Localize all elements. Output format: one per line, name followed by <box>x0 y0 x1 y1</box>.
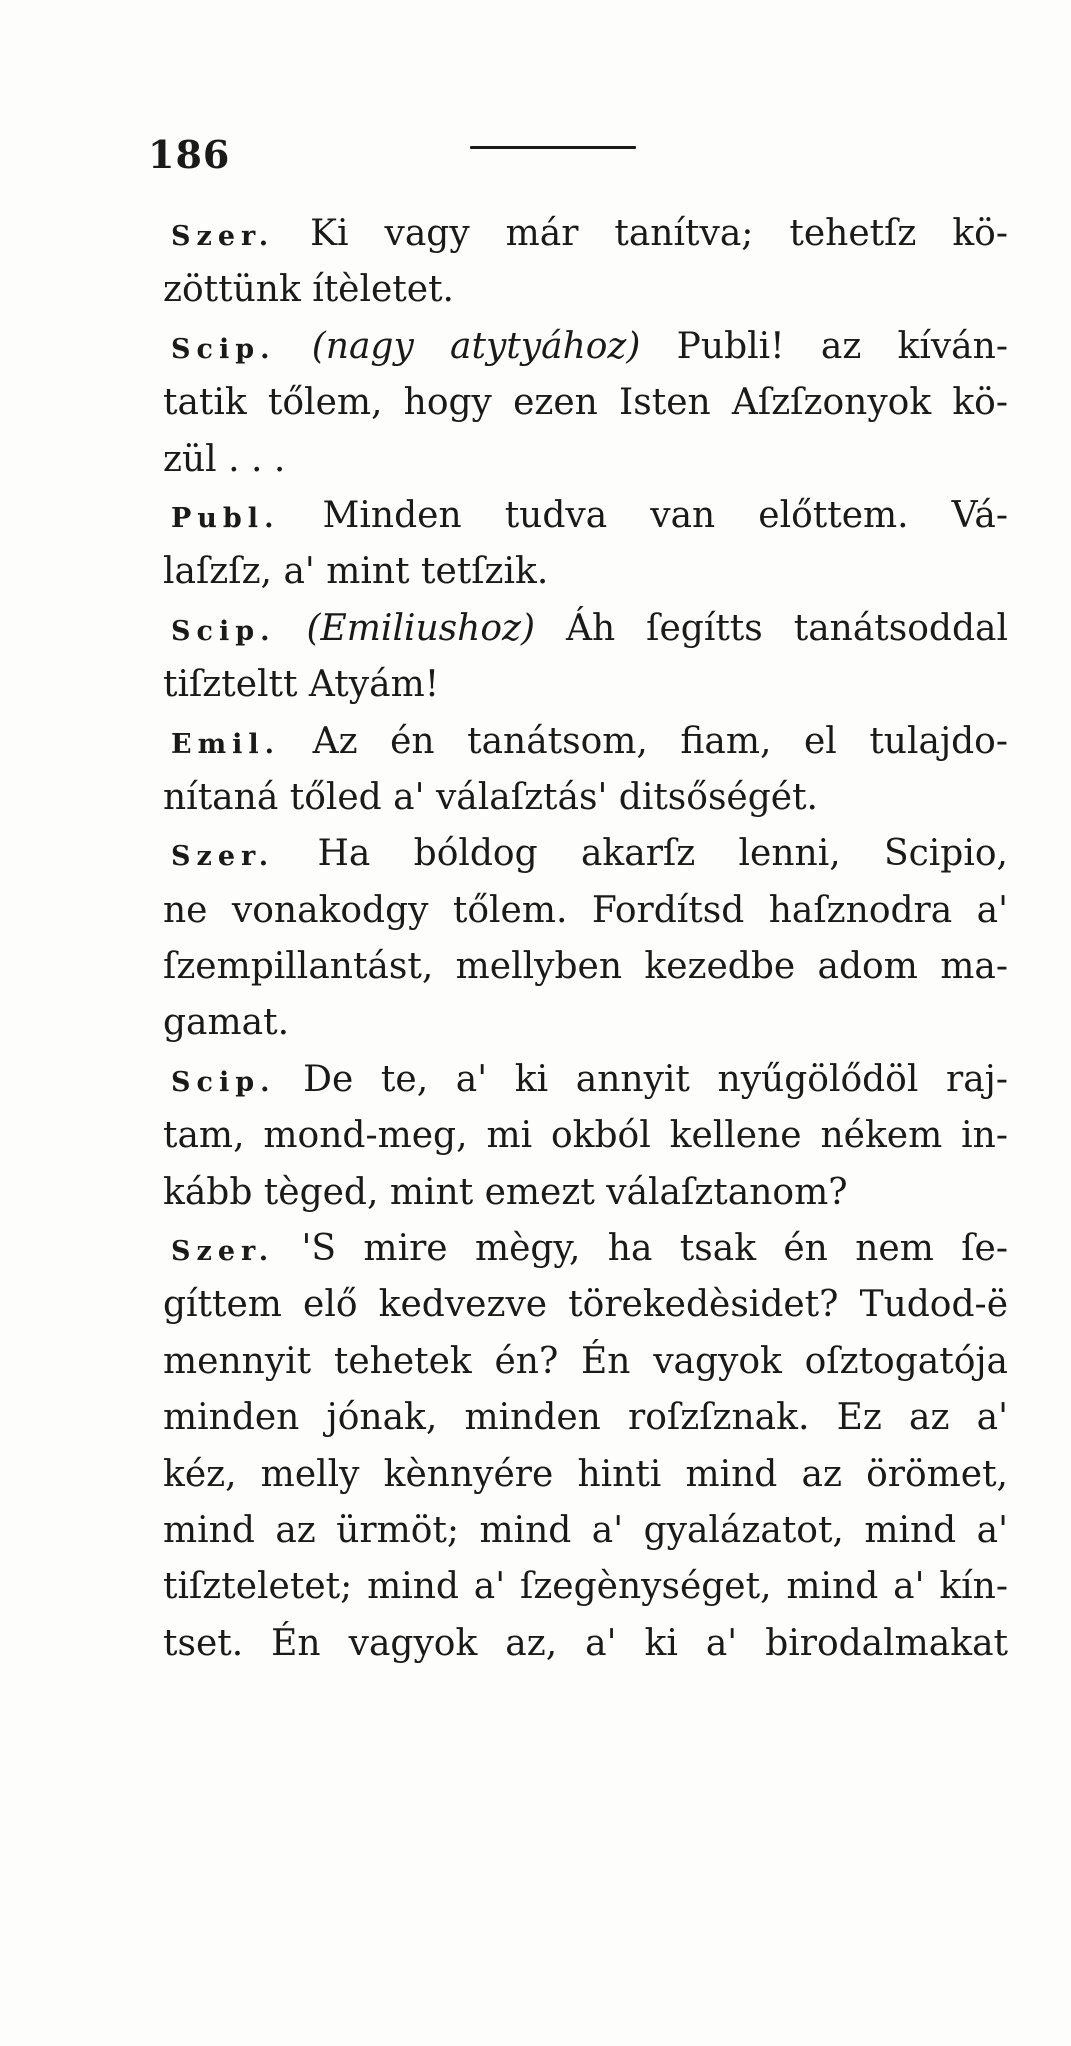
header-rule <box>470 146 636 149</box>
line-text: De te, a' ki annyit nyűgölődöl raj- <box>275 1058 1008 1100</box>
text-line <box>163 1559 1008 1615</box>
line-text: kább tèged, mint emezt válaſztanom? <box>163 1171 848 1213</box>
line-text: kéz, melly kènnyére hinti mind az örömet, <box>163 1453 1008 1495</box>
stage-direction: (Emiliushoz) <box>275 607 535 649</box>
line-text: tiſzteletet; mind a' ſzegènységet, mind a' kín- <box>163 1566 1008 1608</box>
speaker-name: Scip. <box>171 333 276 365</box>
text-line <box>163 1221 1008 1277</box>
text-line <box>163 826 1008 882</box>
line-text: ne vonakodgy tőlem. Fordítsd haſznodra a' <box>163 889 1008 931</box>
text-line <box>163 1277 1008 1333</box>
line-text: gíttem elő kedvezve törekedèsidet? Tudod-ë <box>163 1284 1008 1326</box>
text-line <box>163 1108 1008 1164</box>
text-line <box>163 432 1008 488</box>
line-text: tatik tőlem, hogy ezen Isten Aſzſzonyok kö- <box>163 382 1008 424</box>
line-text: mind az ürmöt; mind a' gyalázatot, mind a' <box>163 1509 1008 1551</box>
line-text: zöttünk ítèletet. <box>163 269 454 311</box>
line-text: laſzſz, a' mint tetſzik. <box>163 551 549 593</box>
text-line <box>163 1334 1008 1390</box>
line-text: tam, mond-meg, mi okból kellene nékem in- <box>163 1115 1008 1157</box>
text-line <box>163 488 1008 544</box>
speaker-name: Szer. <box>171 221 275 252</box>
line-text: Ha bóldog akarſz lenni, Scipio, <box>274 833 1008 875</box>
text-line <box>163 319 1008 375</box>
speaker-name: Scip. <box>171 615 276 647</box>
line-text: zül . . . <box>163 438 286 480</box>
speaker-name: Szer. <box>171 1236 275 1268</box>
speaker-name: Publ. <box>171 502 280 534</box>
line-text: nítaná tőled a' válaſztás' ditsőségét. <box>163 776 818 818</box>
text-line <box>163 206 1008 262</box>
text-line <box>163 1447 1008 1503</box>
text-line <box>163 883 1008 939</box>
line-text: tset. Én vagyok az, a' ki a' birodalmakat <box>163 1622 1008 1664</box>
speaker-name: Emil. <box>171 728 281 760</box>
line-text: Publi! az kíván- <box>640 325 1008 367</box>
stage-direction: (nagy atytyához) <box>275 325 641 367</box>
line-text: Áh ſegítts tanátsoddal <box>535 607 1008 649</box>
text-line <box>163 770 1008 826</box>
line-text: Minden tudva van előttem. Vá- <box>279 494 1008 536</box>
line-text: mennyit tehetek én? Én vagyok oſztogatója <box>163 1340 1008 1382</box>
speaker-name: Szer. <box>171 841 275 873</box>
speaker-name: Scip. <box>171 1066 276 1098</box>
line-text: minden jónak, minden roſzſznak. Ez az a' <box>163 1397 1008 1439</box>
page-header <box>148 128 648 188</box>
text-line <box>163 544 1008 600</box>
text-line <box>163 1165 1008 1221</box>
text-line <box>163 1616 1008 1672</box>
text-line <box>163 995 1008 1051</box>
text-line <box>163 714 1008 770</box>
text-line <box>163 375 1008 431</box>
text-line <box>163 1503 1008 1559</box>
line-text: Ki vagy már tanítva; tehetſz kö- <box>274 213 1008 254</box>
dialogue-text <box>163 206 1008 1672</box>
text-line <box>163 939 1008 995</box>
text-line <box>163 601 1008 657</box>
line-text: 'S mire mègy, ha tsak én nem ſe- <box>274 1228 1008 1270</box>
line-text: tiſzteltt Atyám! <box>163 664 440 706</box>
text-line <box>163 1390 1008 1446</box>
line-text: ſzempillantást, mellyben kezedbe adom ma- <box>163 946 1008 988</box>
text-line <box>163 262 1008 318</box>
page-number: 186 <box>148 132 231 177</box>
line-text: Az én tanátsom, fiam, el tulajdo- <box>280 720 1008 762</box>
text-line <box>163 1052 1008 1108</box>
text-line <box>163 657 1008 713</box>
line-text: gamat. <box>163 1002 290 1044</box>
